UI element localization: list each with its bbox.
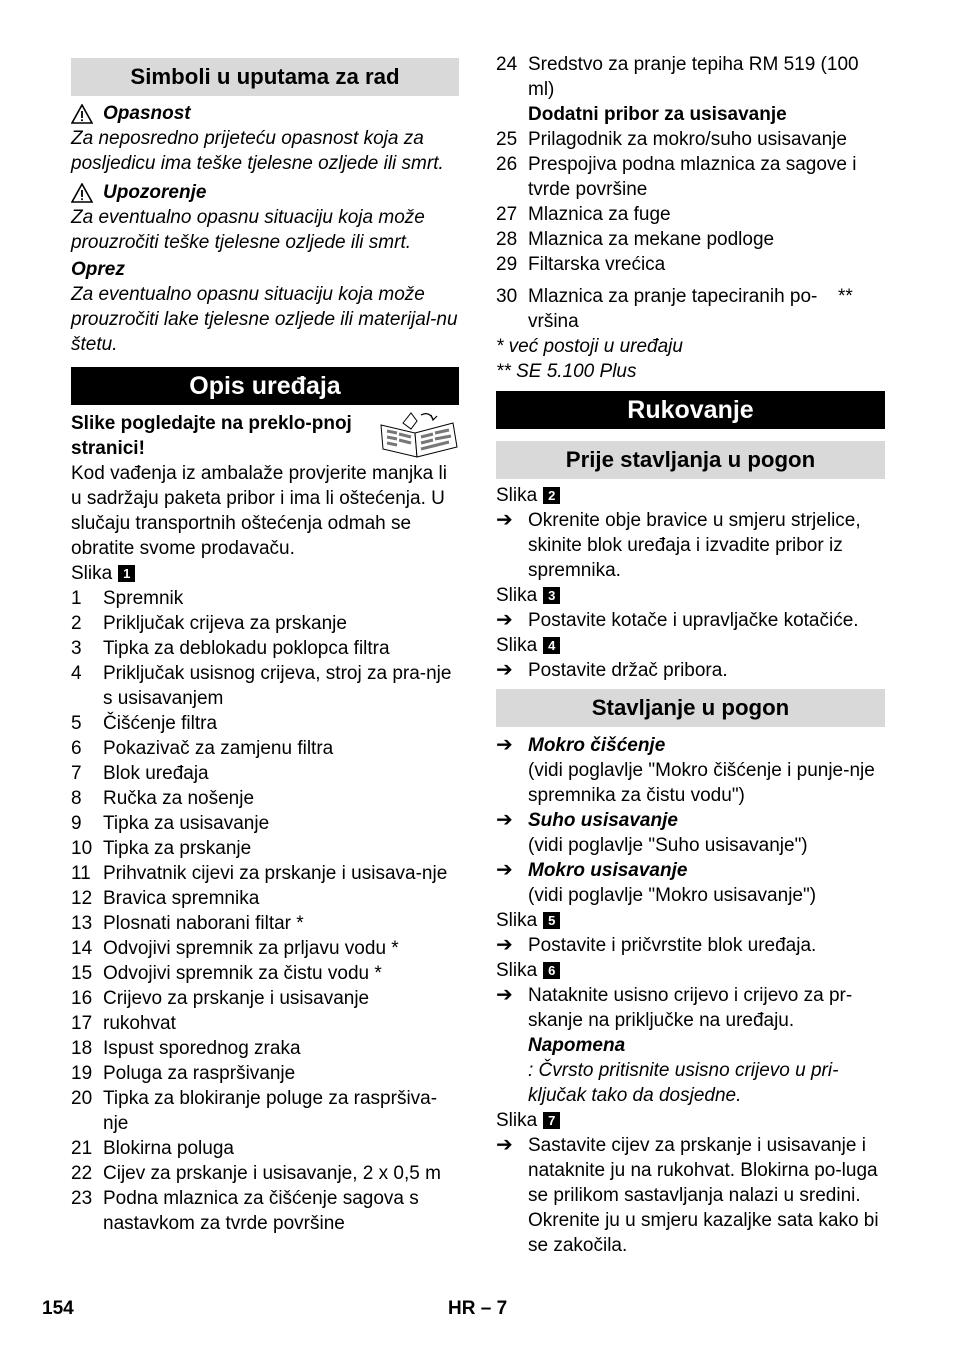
- step-row: ➔ Postavite kotače i upravljačke kotačiće.: [496, 609, 859, 631]
- arrow-right-icon: ➔: [496, 1134, 513, 1156]
- list-item-number: 6: [71, 738, 82, 759]
- start-heading: Stavljanje u pogon: [496, 689, 885, 727]
- list-item: [71, 911, 459, 936]
- list-item: [71, 1061, 459, 1086]
- list-item: [71, 836, 459, 861]
- list-item: [71, 736, 459, 761]
- list-item-number: 16: [71, 988, 93, 1009]
- warning-triangle-icon: [71, 183, 93, 203]
- warning-title: Upozorenje: [103, 182, 207, 203]
- list-item-number: 9: [71, 813, 82, 834]
- list-item-text: Priključak usisnog crijeva, stroj za pra-nje s usisavanjem: [103, 663, 452, 709]
- list-item: [496, 227, 885, 252]
- parts-list-continued: [496, 52, 885, 102]
- note-title: Napomena: [528, 1035, 626, 1056]
- list-item-text: Tipka za prskanje: [103, 838, 252, 859]
- list-item-text: Crijevo za prskanje i usisavanje: [103, 988, 370, 1009]
- figure-number-badge: 5: [543, 912, 560, 929]
- parts-list: [71, 586, 459, 1236]
- section-page: HR – 7: [448, 1298, 508, 1319]
- list-item-text: Prilagodnik za mokro/suho usisavanje: [528, 129, 847, 150]
- arrow-right-icon: ➔: [496, 859, 513, 881]
- warning-row: [71, 180, 459, 205]
- list-item-text: Prihvatnik cijevi za prskanje i usisava-nje: [103, 863, 448, 884]
- list-item: [496, 127, 885, 152]
- footnote-1: * već postoji u uređaju: [496, 336, 683, 357]
- list-item: [71, 611, 459, 636]
- note-text: : Čvrsto pritisnite usisno crijevo u pri-ključak tako da dosjedne.: [528, 1060, 839, 1106]
- figure-number-badge: 2: [543, 487, 560, 504]
- list-item-text: Mlaznica za fuge: [528, 204, 671, 225]
- list-item-number: 10: [71, 838, 93, 859]
- list-item-text: Bravica spremnika: [103, 888, 260, 909]
- figure-6-label: Slika 6: [496, 958, 885, 983]
- list-item-text: Ručka za nošenje: [103, 788, 255, 809]
- step-row: ➔ Postavite držač pribora.: [496, 659, 728, 681]
- list-item-text: Priključak crijeva za prskanje: [103, 613, 347, 634]
- caution-text: Za eventualno opasnu situaciju koja može prouzročiti lake tjelesne ozljede ili materijal-nu štetu.: [71, 284, 458, 355]
- arrow-right-icon: ➔: [496, 734, 513, 756]
- figure-number-badge: 6: [543, 962, 560, 979]
- list-item-number: 4: [71, 663, 82, 684]
- step-row: ➔ Suho usisavanje (vidi poglavlje "Suho usisavanje"): [496, 809, 808, 856]
- list-item: [71, 961, 459, 986]
- see-images-row: [71, 411, 459, 461]
- list-item: [71, 1186, 459, 1236]
- figure-4-label: Slika 4: [496, 633, 885, 658]
- list-item: [71, 661, 459, 711]
- list-item: [71, 786, 459, 811]
- step-row: ➔ Okrenite obje bravice u smjeru strjelice, skinite blok uređaja i izvadite pribor iz spremnika.: [496, 509, 861, 581]
- see-images-text: Slike pogledajte na preklo-pnoj stranici!: [71, 413, 352, 459]
- list-item-text: Poluga za raspršivanje: [103, 1063, 296, 1084]
- list-item-text: Prespojiva podna mlaznica za sagove i tvrde površine: [528, 154, 857, 200]
- list-item-text: Spremnik: [103, 588, 184, 609]
- device-heading: Opis uređaja: [71, 367, 459, 405]
- list-item-text: rukohvat: [103, 1013, 176, 1034]
- danger-title: Opasnost: [103, 103, 191, 124]
- list-item-number: 5: [71, 713, 82, 734]
- accessory-list-30: [496, 284, 885, 334]
- step-row: ➔ Mokro čišćenje (vidi poglavlje "Mokro čišćenje i punje-nje spremnika za čistu vodu"): [496, 734, 875, 806]
- list-item-number: 13: [71, 913, 93, 934]
- step-row: ➔ Sastavite cijev za prskanje i usisavanje i nataknite ju na rukohvat. Blokirna po-luga se prilikom sastavljanja nalazi u sredini. Okrenite ju u smjeru kazaljke sata kako bi se zakočila.: [496, 1134, 879, 1256]
- caution-title: Oprez: [71, 259, 125, 280]
- figure-7-label: Slika 7: [496, 1108, 885, 1133]
- list-item-number: 29: [496, 254, 518, 275]
- arrow-right-icon: ➔: [496, 509, 513, 531]
- arrow-right-icon: ➔: [496, 934, 513, 956]
- list-item-number: 26: [496, 154, 518, 175]
- before-start-heading: Prije stavljanja u pogon: [496, 441, 885, 479]
- figure-3-label: Slika 3: [496, 583, 885, 608]
- intro-text: Kod vađenja iz ambalaže provjerite manjka li u sadržaju paketa pribor i ima li oštećenja. U slučaju transportnih oštećenja odmah se obratite svome prodavaču.: [71, 463, 447, 559]
- figure-2-label: Slika 2: [496, 483, 885, 508]
- figure-number-badge: 1: [118, 565, 135, 582]
- list-item-number: 28: [496, 229, 518, 250]
- list-item-number: 7: [71, 763, 82, 784]
- list-item-number: 27: [496, 204, 518, 225]
- list-item-number: 25: [496, 129, 518, 150]
- right-column: [496, 52, 885, 1258]
- list-item-text: Cijev za prskanje i usisavanje, 2 x 0,5 m: [103, 1163, 441, 1184]
- figure-number-badge: 3: [543, 587, 560, 604]
- list-item-number: 20: [71, 1088, 93, 1109]
- step-row: ➔ Mokro usisavanje (vidi poglavlje "Mokro usisavanje"): [496, 859, 817, 906]
- list-item: [71, 986, 459, 1011]
- accessory-heading: Dodatni pribor za usisavanje: [528, 104, 787, 125]
- warning-text: Za eventualno opasnu situaciju koja može prouzročiti teške tjelesne ozljede ili smrt.: [71, 207, 425, 253]
- list-item-text: Blokirna poluga: [103, 1138, 234, 1159]
- list-item-number: 21: [71, 1138, 93, 1159]
- list-item: [71, 936, 459, 961]
- list-item-text: Odvojivi spremnik za čistu vodu *: [103, 963, 382, 984]
- list-item-number: 23: [71, 1188, 93, 1209]
- figure-1-label: [71, 561, 459, 586]
- list-item-text: Ispust sporednog zraka: [103, 1038, 301, 1059]
- list-item: [71, 586, 459, 611]
- list-item: [71, 761, 459, 786]
- page-number: 154: [42, 1298, 74, 1319]
- list-item-number: 2: [71, 613, 82, 634]
- list-item: 24 Sredstvo za pranje tepiha RM 519 (100 ml): [496, 54, 859, 100]
- figure-number-badge: 7: [543, 1112, 560, 1129]
- list-item-number: 19: [71, 1063, 93, 1084]
- handling-heading: Rukovanje: [496, 391, 885, 429]
- left-column: [71, 52, 459, 1236]
- step-row: ➔ Nataknite usisno crijevo i crijevo za pr-skanje na priključke na uređaju.: [496, 984, 853, 1031]
- list-item-number: 15: [71, 963, 93, 984]
- footnote-2: ** SE 5.100 Plus: [496, 361, 637, 382]
- list-item: [496, 152, 885, 202]
- arrow-right-icon: ➔: [496, 984, 513, 1006]
- list-item: [71, 1136, 459, 1161]
- footnote-mark: **: [838, 286, 853, 307]
- open-book-icon: [377, 411, 459, 459]
- list-item-text: Čišćenje filtra: [103, 713, 218, 734]
- list-item-text: Tipka za usisavanje: [103, 813, 270, 834]
- list-item-number: 22: [71, 1163, 93, 1184]
- list-item-number: 12: [71, 888, 93, 909]
- arrow-right-icon: ➔: [496, 609, 513, 631]
- list-item: [496, 252, 885, 277]
- step-row: ➔ Postavite i pričvrstite blok uređaja.: [496, 934, 817, 956]
- list-item-number: 18: [71, 1038, 93, 1059]
- arrow-right-icon: ➔: [496, 659, 513, 681]
- list-item: [71, 636, 459, 661]
- list-item-text: Blok uređaja: [103, 763, 209, 784]
- list-item: [71, 1161, 459, 1186]
- symbols-heading: Simboli u uputama za rad: [71, 58, 459, 96]
- list-item-text: Plosnati naborani filtar *: [103, 913, 304, 934]
- figure-5-label: Slika 5: [496, 908, 885, 933]
- list-item: [496, 202, 885, 227]
- list-item: [71, 886, 459, 911]
- list-item-text: Odvojivi spremnik za prljavu vodu *: [103, 938, 399, 959]
- list-item-number: 3: [71, 638, 82, 659]
- list-item-text: Podna mlaznica za čišćenje sagova s nastavkom za tvrde površine: [103, 1188, 419, 1234]
- list-item-number: 11: [71, 863, 91, 884]
- list-item-text: Tipka za deblokadu poklopca filtra: [103, 638, 390, 659]
- list-item-number: 14: [71, 938, 93, 959]
- list-item-text: Pokazivač za zamjenu filtra: [103, 738, 334, 759]
- danger-row: [71, 101, 459, 126]
- accessory-list: [496, 127, 885, 277]
- list-item: [71, 861, 459, 886]
- list-item: [71, 1011, 459, 1036]
- arrow-right-icon: ➔: [496, 809, 513, 831]
- list-item-number: 17: [71, 1013, 93, 1034]
- list-item-text: Tipka za blokiranje poluge za raspršiva-nje: [103, 1088, 438, 1134]
- list-item-text: Mlaznica za mekane podloge: [528, 229, 775, 250]
- list-item-text: Filtarska vrećica: [528, 254, 666, 275]
- list-item: [71, 1036, 459, 1061]
- list-item-number: 1: [71, 588, 82, 609]
- figure-label: Slika: [71, 563, 113, 584]
- list-item: [71, 711, 459, 736]
- list-item-number: 8: [71, 788, 82, 809]
- list-item: [71, 811, 459, 836]
- list-item: [71, 1086, 459, 1136]
- figure-number-badge: 4: [543, 637, 560, 654]
- danger-text: Za neposredno prijeteću opasnost koja za posljedicu ima teške tjelesne ozljede ili smrt.: [71, 128, 444, 174]
- warning-triangle-icon: [71, 104, 93, 124]
- list-item: 30 Mlaznica za pranje tapeciranih po-vršina **: [496, 284, 885, 334]
